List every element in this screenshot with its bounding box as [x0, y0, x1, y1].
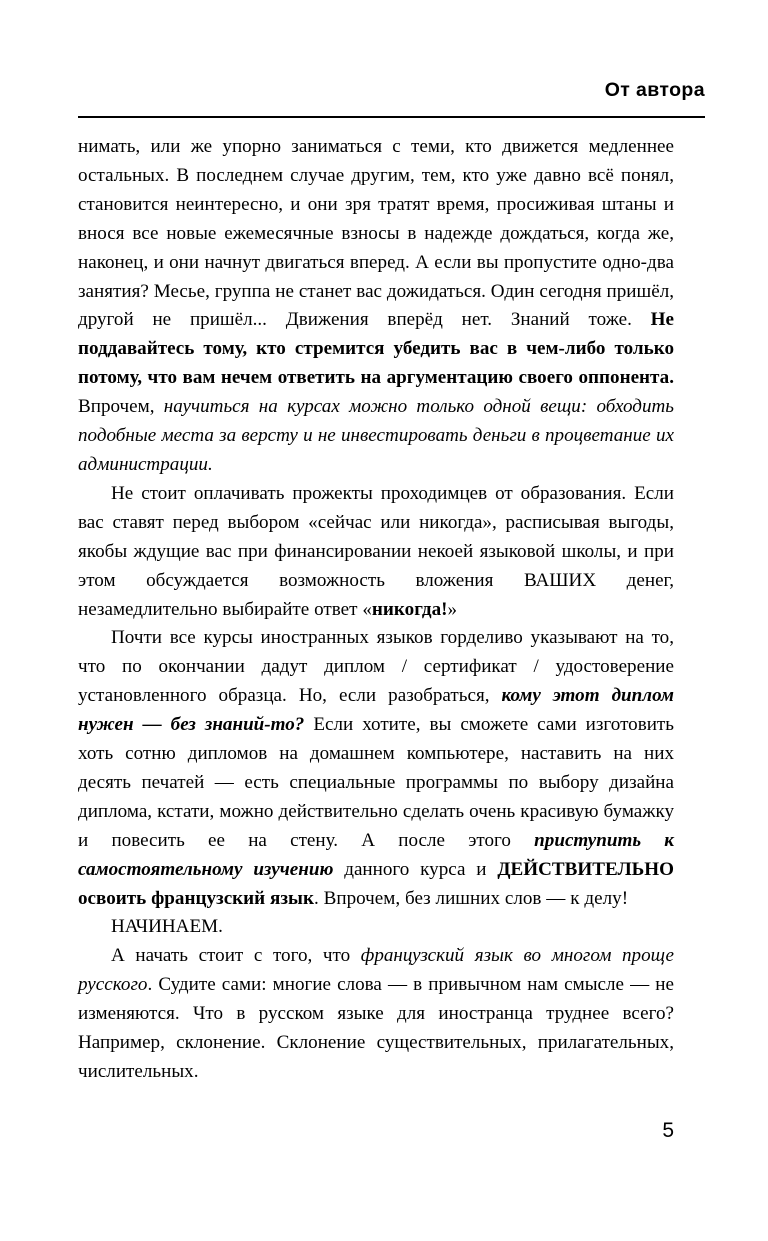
paragraph: [78, 942, 674, 1087]
text-run-regular: . Судите сами: многие слова — в привычном нам смысле — не изменяются. Что в русском языке для иностранца труднее всего? Например, склонение. Склонение существительных, прилагательных, числительных.: [78, 974, 674, 1082]
text-run-regular: Не стоит оплачивать прожекты проходимцев от образования. Если вас ставят перед выбором «сейчас или никогда», расписывая выгоды, якобы ждущие вас при финансировании некоей языковой школы, и при этом обсуждается возможность вложения ВАШИХ денег, незамедлительно выбирайте ответ: [78, 482, 674, 620]
paragraph: [78, 480, 674, 625]
text-run-bold: Не поддавайтесь тому, кто стремится убедить вас в чем-либо только потому, что вам нечем ответить на аргументацию своего оппонента.: [78, 309, 674, 389]
body-text-block: [78, 133, 674, 1087]
text-run-bold-italic: кому этот диплом нужен — без знаний-то?: [78, 685, 674, 736]
text-run-bold: никогда!: [371, 598, 448, 620]
text-run-italic: научиться на курсах можно только одной вещи: обходить подобные места за версту и не инвестировать деньги в процветание их администрации.: [78, 396, 674, 475]
paragraph: [78, 133, 674, 480]
text-run-regular: Если хотите, вы сможете сами изготовить хоть сотню дипломов на домашнем компьютере, наставить на них десять печатей — есть специальные программы по выбору дизайна диплома, кстати, можно действительно сделать очень красивую бумажку и повесить ее на стену. А после этого: [78, 714, 674, 851]
text-run-regular: А начать стоит с того, что: [111, 945, 361, 967]
text-run-quote-open: «: [362, 598, 372, 620]
text-run-italic: французский язык во многом проще русского: [78, 945, 674, 996]
text-run-regular: нимать, или же упорно заниматься с теми, кто движется медленнее остальных. В последнем случае другим, тем, кто уже давно всё понял, становится неинтересно, и они зря тратят время, просиживая штаны и внося все новые ежемесячные взносы в надежде дождаться, когда же, наконец, и они начнут двигаться вперед. А если вы пропустите одно-два занятия? Месье, группа не станет вас дожидаться. Один сегодня пришёл, другой не пришёл... Движения вперёд нет. Знаний тоже.: [78, 136, 674, 331]
page-number: 5: [662, 1119, 674, 1142]
running-head: От автора: [604, 79, 705, 101]
section-heading-nachinaem: НАЧИНАЕМ.: [111, 916, 223, 938]
text-run-regular: данного курса и: [333, 858, 498, 880]
text-run-bold-italic: приступить к самостоятельному изучению: [78, 829, 674, 880]
text-run-regular: Почти все курсы иностранных языков горделиво указывают на то, что по окончании дадут диплом / сертификат / удостоверение установленного образца. Но, если разобраться,: [78, 627, 674, 707]
text-run-regular: Впрочем,: [78, 396, 164, 418]
header-divider-rule: [78, 116, 705, 118]
text-run-quote-close: »: [447, 598, 458, 620]
paragraph: [78, 624, 674, 913]
text-run-regular: . Впрочем, без лишних слов — к делу!: [313, 887, 629, 909]
text-run-bold: ДЕЙСТВИТЕЛЬНО освоить французский язык: [78, 858, 674, 909]
